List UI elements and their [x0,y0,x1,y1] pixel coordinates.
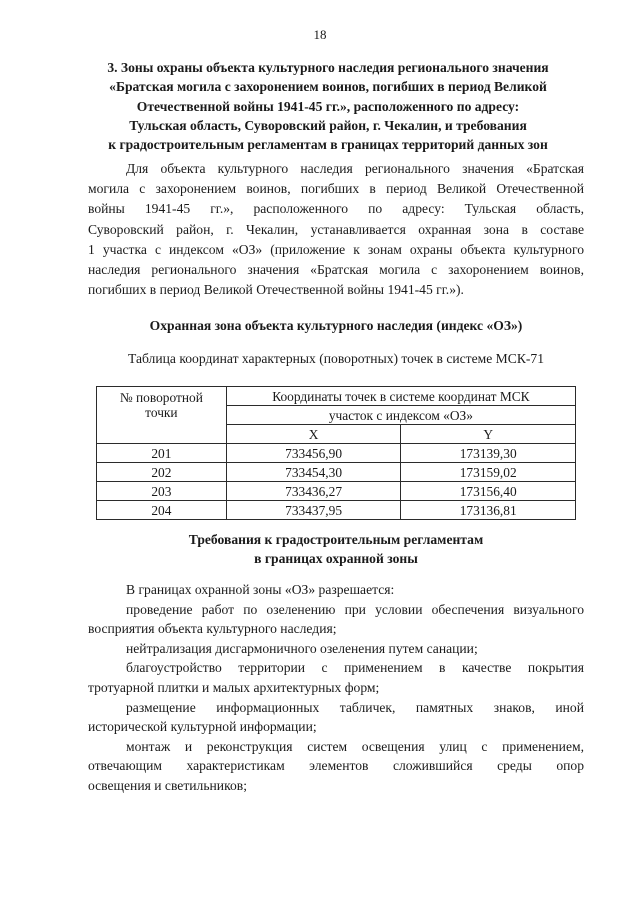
y-cell: 173139,30 [401,444,576,463]
table-row [97,501,576,520]
intro-line: могила с захоронением воинов, погибших в период Великой Отечественной [88,181,584,197]
x-header: X [226,425,401,444]
list-item-line: тротуарной плитки и малых архитектурных форм; [88,679,380,695]
list-item-line: отвечающим характеристикам элементов сложившийся среды опор [88,758,584,774]
zone-heading: Охранная зона объекта культурного наследия (индекс «ОЗ») [149,318,523,333]
coords-system-header: Координаты точек в системе координат МСК [226,387,575,406]
point-number-header [97,387,227,444]
list-item [88,580,584,600]
requirements-heading-line: в границах охранной зоны [254,551,418,566]
list-item-line: исторической культурной информации; [88,719,317,735]
y-cell: 173156,40 [401,482,576,501]
list-item [88,658,584,697]
point-number-header-line: точки [145,405,178,420]
plot-index-header: участок с индексом «ОЗ» [226,406,575,425]
section-title [68,58,588,154]
list-item-line: освещения и светильников; [88,777,247,793]
intro-line: погибших в период Великой Отечественной войны 1941-45 гг.»). [88,282,464,298]
list-item-line: восприятия объекта культурного наследия; [88,621,337,637]
list-item [88,737,584,796]
section-title-line: к градостроительным регламентам в границах территорий данных зон [108,137,548,153]
point-number-header-line: № поворотной [119,390,203,405]
x-cell: 733436,27 [226,482,401,501]
intro-line: Для объекта культурного наследия регионального значения «Братская [126,161,584,176]
point-cell: 202 [97,463,227,482]
y-cell: 173159,02 [401,463,576,482]
coordinates-table [96,386,576,520]
y-cell: 173136,81 [401,501,576,520]
y-header: Y [401,425,576,444]
requirements-list [88,580,584,796]
table-header-row [97,387,576,406]
section-title-line: «Братская могила с захоронением воинов, погибших в период Великой [109,79,547,95]
list-item-line: монтаж и реконструкция систем освещения улиц с применением, [126,738,584,754]
requirements-heading-line: Требования к градостроительным регламентам [188,532,484,547]
list-item-line: проведение работ по озеленению при условии обеспечения визуального [126,601,584,617]
list-item [88,600,584,639]
list-item-line: В границах охранной зоны «ОЗ» разрешается: [126,582,395,597]
list-item-line: благоустройство территории с применением в качестве покрытия [126,660,584,676]
list-item [88,639,584,659]
x-cell: 733454,30 [226,463,401,482]
list-item [88,698,584,737]
x-cell: 733437,95 [226,501,401,520]
page-number: 18 [313,27,327,42]
intro-paragraph [88,159,584,300]
list-item-line: нейтрализация дисгармоничного озеленения путем санации; [126,640,478,656]
section-title-line: Тульская область, Суворовский район, г. Чекалин, и требования [129,117,527,133]
intro-line: 1 участка с индексом «ОЗ» (приложение к зонам охраны объекта культурного [88,241,584,257]
point-cell: 201 [97,444,227,463]
table-row [97,463,576,482]
intro-line: наследия регионального значения «Братская могила с захоронением воинов, [88,262,584,278]
intro-line: Суворовский район, г. Чекалин, устанавливается охранная зона в составе [88,221,584,237]
list-item-line: размещение информационных табличек, памятных знаков, иной [126,699,584,715]
section-title-line: Отечественной войны 1941-45 гг.», расположенного по адресу: [136,98,520,114]
x-cell: 733456,90 [226,444,401,463]
requirements-heading [88,530,584,568]
intro-line: войны 1941-45 гг.», расположенного по адресу: Тульская область, [88,201,584,217]
table-caption: Таблица координат характерных (поворотных) точек в системе МСК-71 [127,351,545,366]
point-cell: 204 [97,501,227,520]
table-row [97,482,576,501]
table-row [97,444,576,463]
section-title-line: 3. Зоны охраны объекта культурного наследия регионального значения [107,60,549,75]
point-cell: 203 [97,482,227,501]
